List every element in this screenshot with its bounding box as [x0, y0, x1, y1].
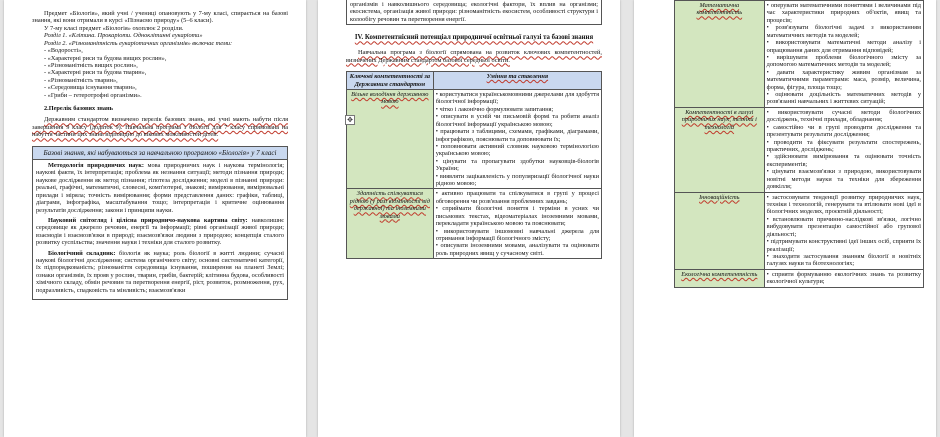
page3-content [674, 0, 924, 288]
skill-item-text: розв'язувати біологічні задачі з використанням математичних методів та моделей; [766, 24, 921, 39]
topic-list [32, 47, 288, 99]
skill-item: • самостійно чи в групі проводити дослідження та презентувати результати дослідження; [766, 123, 921, 139]
topic-item: - «Характерні риси та будова вищих рослин», [44, 54, 167, 62]
skill-item: • здійснювати вимірювання та оцінювати точність експериментів; [766, 153, 922, 168]
skill-item-text: оперувати математичними поняттями і величинами під час характеристики природних об'єктів, явищ та процесів; [766, 2, 922, 24]
header-key-competences: Ключові компетентності за Державним стандартом [347, 72, 434, 90]
skill-item-text: сприймати біологічні поняття і терміни в усних чи письмових текстах, відеоматеріалах іноземними мовами, перекладати українською мовою та пояснювати; [435, 205, 599, 228]
competence-table [346, 71, 602, 259]
continued-text: організмів і навколишнього середовища; екологічні фактори, їх вплив на організми; екосистема, організація живої природи: різноманітність екосистем, особливості структури і колообігу речовин та перетворення енергії. [350, 1, 598, 23]
competence-name-cell [675, 192, 765, 269]
skill-item: • встановлювати причинно-наслідкові зв'язки, логічно вибудовувати презентацію самостійної або групової діяльності; [766, 215, 921, 238]
skill-item-text: вирішувати проблеми біологічного змісту за допомогою математичних методів та моделей; [766, 53, 921, 69]
standard-paragraph: Державним стандартом визначено перелік базових знань, які учні мають набути після завершення 9 класу (додаток 9). Навчальна програма з біології для 7 класу спрямована на набуття частини цих знань відповідно до вікових можливостей дітей. [32, 116, 288, 139]
topic-item: - «Різноманітність вищих рослин», [44, 61, 138, 69]
basic-knowledge-table-title: Базові знання, які набуваються за навчальною програмою «Біологія» у 7 класі [33, 147, 287, 160]
skill-item: • застосовувати тенденції розвитку природничих наук, техніки і технологій, генерувати та втілювати нові ідеї в біологічних моделях, проєктній діяльності; [766, 193, 921, 216]
skill-item: • цінувати взаємозв'язки з природою, використовувати новітні методи науки та техніки для збереження довкілля; [766, 168, 921, 191]
skill-item: • розв'язувати біологічні задачі з використанням математичних методів та моделей; [766, 24, 921, 39]
table-row [347, 89, 602, 188]
skill-item-text: поповнювати активний словник науковою термінологією українською мовою; [435, 142, 600, 158]
competence-name: Екологічна компетентність [681, 270, 758, 278]
skill-item-text: описувати в усній чи письмовій формі та робити аналіз біологічної інформації українською мовою; [435, 113, 599, 128]
skill-item-text: застосовувати тенденції розвитку природничих наук, техніки і технологій, генерувати та втілювати нові ідеї в біологічних моделях, проєктній діяльності; [766, 193, 921, 216]
skill-item: • описувати іноземними мовами, аналізувати та оцінювати роль природних явищ у сучасному світі. [435, 242, 599, 257]
skill-item: • проводити та фіксувати результати спостережень, практичних, досліджень; [766, 138, 921, 154]
competence-name: Інноваційність [699, 193, 740, 201]
topic-item: - «Середовища існування тварин», [44, 84, 137, 92]
skill-item: • сприяти формуванню екологічних знань та розвитку екологічної культури; [766, 270, 921, 286]
skill-item: • поповнювати активний словник науковою термінологією українською мовою; [435, 142, 600, 158]
skill-item: • використовувати математичні методи аналізу і опрацювання даних для отримання відповідей; [766, 39, 921, 54]
knowledge-block [36, 162, 284, 214]
skill-item: • давати характеристику живим організмам за математичними параметрами: маса, розмір, величина, форма, фігура, площа тощо; [766, 68, 922, 91]
skill-item-text: самостійно чи в групі проводити дослідження та презентувати результати дослідження; [766, 123, 921, 139]
competence-name: Здатність спілкуватися рідною (у разі відмінності від державної) та іноземними мовами [349, 190, 430, 220]
competence-name-cell [675, 107, 765, 192]
skill-item-text: чітко і лаконічно формулювати запитання; [439, 105, 554, 113]
skills-cell [764, 269, 923, 287]
skill-item-text: цінувати взаємозв'язки з природою, використовувати новітні методи науки та техніки для збереження довкілля; [766, 168, 921, 191]
skill-item: • використовувати сучасні методи біологічних досліджень, технічні прилади, обладнання; [766, 108, 922, 124]
competence-name-cell [347, 189, 434, 259]
document-page-3 [634, 0, 936, 437]
competence-heading: IV. Компетентнісний потенціал природничої освітньої галузі та базові знання [354, 34, 594, 42]
skill-item-text: знаходити застосування знанням біології в новітніх галузях науки та біотехнологіях; [766, 252, 921, 268]
topic-item: - «Різноманітність тварин», [44, 76, 118, 84]
topic-item: - «Водорості», [44, 47, 83, 55]
topic-item: - «Гриби – гетеротрофні організми». [44, 91, 142, 99]
knowledge-block [36, 217, 284, 247]
section-2: Розділ 2. «Різноманітність еукаріотичних організмів» включає теми: [44, 39, 233, 47]
topic-item: - «Характерні риси та будова тварин», [44, 69, 147, 77]
competence-name-cell [347, 89, 434, 188]
skill-item-text: підтримувати конструктивні ідеї інших осіб, сприяти їх реалізації; [766, 238, 921, 253]
skill-item: • оцінювати доцільність математичних методів у розв'язанні навчальних і життєвих ситуацій; [766, 91, 922, 106]
intro-paragraph: Предмет «Біологія», який учні / учениці опановують у 7-му класі, спирається на базові знання, які вони отримали в курсі «Пізнаємо природу» (5–6 класи). [32, 10, 288, 25]
skill-item-text: працювати з таблицями, схемами, графіками, діаграмами, інфографікою, пояснювати та доповнювати їх; [435, 128, 600, 143]
competence-name-cell [675, 269, 765, 287]
knowledge-blocks [33, 160, 287, 299]
table-header-row [347, 72, 602, 90]
page2-content [346, 0, 602, 259]
skill-item: • виявляти зацікавленість у популяризації біологічної науки рідною мовою; [435, 172, 599, 188]
skill-item: • підтримувати конструктивні ідеї інших осіб, сприяти їх реалізації; [766, 238, 921, 253]
table-row [347, 189, 602, 259]
skill-item-text: використовувати математичні методи аналізу і опрацювання даних для отримання відповідей; [766, 39, 921, 54]
skill-item-text: виявляти зацікавленість у популяризації біологічної науки рідною мовою; [435, 172, 599, 188]
skill-item: • користуватися українськомовними джерелами для здобуття біологічної інформації; [435, 90, 599, 106]
skill-item: • цінувати та пропагувати здобутки науковців-біологів України; [435, 157, 600, 173]
skill-item: • сприймати біологічні поняття і терміни в усних чи письмових текстах, відеоматеріалах іноземними мовами, перекладати українською мовою та пояснювати; [435, 205, 599, 228]
knowledge-block-lead: Біологічний складник: [48, 249, 116, 257]
skill-item: • чітко і лаконічно формулювати запитання; [435, 105, 554, 113]
skills-cell [433, 89, 601, 188]
document-page-1 [4, 0, 306, 437]
skill-item: • активно працювати та спілкуватися в групі у процесі обговорення чи розв'язання проблемних завдань; [435, 190, 599, 205]
table-row [675, 1, 924, 108]
skill-item-text: сприяти формуванню екологічних знань та розвитку екологічної культури; [766, 270, 921, 286]
skill-item: • знаходити застосування знанням біології в новітніх галузях науки та біотехнологіях; [766, 252, 921, 268]
table-move-handle-icon[interactable]: ✥ [345, 115, 355, 125]
table-row [675, 107, 924, 192]
competence-name: Математична компетентність [696, 2, 743, 17]
page1-content [32, 10, 288, 300]
skills-cell [433, 189, 601, 259]
continued-table-cell [346, 0, 602, 25]
skill-item-text: оцінювати доцільність математичних методів у розв'язанні навчальних і життєвих ситуацій; [766, 91, 922, 106]
skill-item-text: користуватися українськомовними джерелами для здобуття біологічної інформації; [435, 90, 599, 106]
skills-cell [764, 192, 923, 269]
skills-cell [764, 107, 923, 192]
knowledge-block-lead: Методологія природничих наук: [48, 162, 144, 169]
section-1: Розділ 1. «Клітина. Прокаріоти. Одноклітинні еукаріоти» [44, 32, 203, 40]
skill-item-text: цінувати та пропагувати здобутки науковців-біологів України; [435, 157, 600, 173]
knowledge-block [36, 250, 284, 295]
competence-table-continued [674, 0, 924, 288]
table-row [675, 269, 924, 287]
skill-item: • використовувати іншомовні навчальні джерела для отримання інформації біологічного змісту; [435, 227, 599, 242]
knowledge-block-text: навколишнє середовище як джерело речовин, енергії та інформації; рівні організації живої природи; взаємодія і взаємозв'язки в природі; взаємозв'язки людини з природою; концепція сталого розвитку суспільства; значення науки і техніки для сталого розвитку. [36, 216, 285, 247]
basic-knowledge-heading: 2.Перелік базових знань [44, 105, 113, 113]
competence-name-cell [675, 1, 765, 108]
competence-name: Компетентності в галузі природничих наук, техніки і технологій [681, 108, 757, 131]
document-page-2 [318, 0, 620, 437]
skill-item: • працювати з таблицями, схемами, графіками, діаграмами, інфографікою, пояснювати та доповнювати їх; [435, 128, 600, 143]
skills-cell [764, 1, 923, 108]
basic-knowledge-table [32, 146, 288, 300]
skill-item-text: встановлювати причинно-наслідкові зв'язки, логічно вибудовувати презентацію самостійної або групової діяльності; [766, 215, 921, 238]
course-structure: У 7-му класі предмет «Біологія» охоплює 2 розділи. [44, 24, 184, 32]
skill-item: • описувати в усній чи письмовій формі та робити аналіз біологічної інформації українською мовою; [435, 113, 599, 128]
skill-item-text: використовувати сучасні методи біологічних досліджень, технічні прилади, обладнання; [766, 108, 922, 124]
skill-item-text: описувати іноземними мовами, аналізувати та оцінювати роль природних явищ у сучасному світі. [435, 242, 599, 257]
knowledge-block-text: біологія як наука; роль біології в житті людини; сучасні наукові біологічні дослідження; система органічного світу; основні систематичні категорії, їх підпорядкованість; різноманіття середовища існування, поширення на планеті Землі; ознаки організмів, їх прояв у рослин, тварин, грибів, бактерій; клітинна будова, особливості хімічного складу, обмін речовин та перетворення енергії, ріст, розвиток, розмноження, рух, подразливість, спадковість та мінливість; взаємозв'язки [36, 249, 284, 294]
skill-item-text: здійснювати вимірювання та оцінювати точність експериментів; [766, 153, 922, 168]
knowledge-block-lead: Науковий світогляд і цілісна природничо-наукова картина світу: [48, 216, 248, 224]
skill-item: • оперувати математичними поняттями і величинами під час характеристики природних об'єктів, явищ та процесів; [766, 2, 922, 24]
skill-item-text: давати характеристику живим організмам за математичними параметрами: маса, розмір, величина, форма, фігура, площа тощо; [766, 68, 922, 91]
skill-item: • вирішувати проблеми біологічного змісту за допомогою математичних методів та моделей; [766, 53, 921, 69]
competence-name: Вільне володіння державною мовою [351, 90, 429, 106]
skill-item-text: проводити та фіксувати результати спостережень, практичних, досліджень; [766, 138, 921, 154]
header-skills: Уміння та ставлення [433, 72, 601, 90]
knowledge-block-text: мова природничих наук і наукова термінологія; наукові факти, їх інтерпретація; проблема як незнання ситуації; методи пізнання природи; наукове дослідження як метод пізнання; гіпотеза дослідження; моделі в пізнанні природи: реальні, графічні, математичні, словесні, комп'ютерні, знакові; вимірювання, вимірювальні прилади і міряла; точність вимірювання; форми представлення даних: графіки, таблиці, діаграми, інфографіка, масштабування тощо; інтерпретація і критичне оцінювання результатів дослідження; закони і принципи науки. [36, 162, 284, 214]
skill-item-text: використовувати іншомовні навчальні джерела для отримання інформації біологічного змісту; [435, 227, 599, 242]
skill-item-text: активно працювати та спілкуватися в групі у процесі обговорення чи розв'язання проблемних завдань; [435, 190, 599, 205]
table-row [675, 192, 924, 269]
program-paragraph: Навчальна програма з біології спрямована на розвиток ключових компетентностей, визначених Державним стандартом базової середньої освіти. [346, 49, 602, 64]
